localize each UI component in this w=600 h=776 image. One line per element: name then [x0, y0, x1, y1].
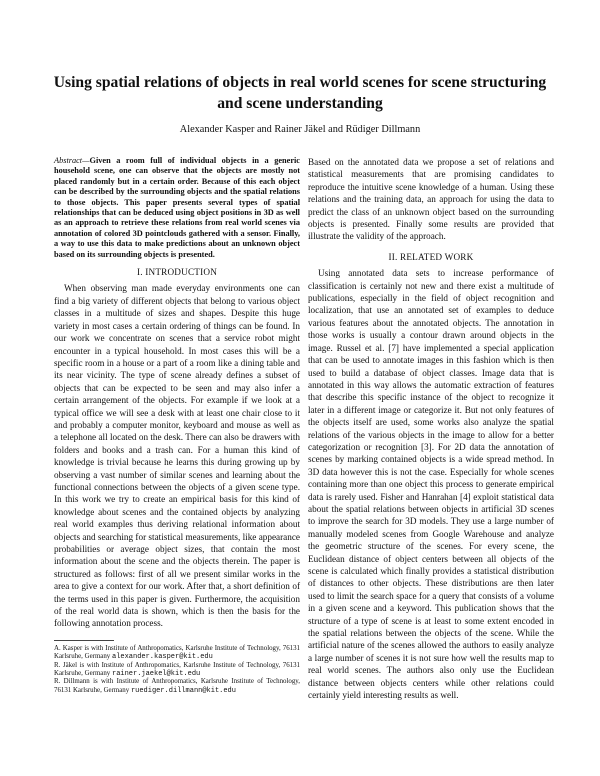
- abstract: [54, 156, 300, 260]
- introduction-paragraph: When observing man made everyday environments one can find a big variety of different objects that belong to various object classes in a multitude of sizes and shapes. Despite this huge variety in most cases a certain ordering of things can be found. In our work we concentrate on scenes that a service robot might encounter in a typical household. In most cases this will be a specific room in a house or a part of a room like a dining table and its near vicinity. The type of scene already defines a subset of objects that can be expected to be seen and may also infer a certain arrangement of the objects. For example if we look at a typical office we will see a desk with at least one chair close to it and probably a computer monitor, keyboard and mouse as well as a telephone all located on the desk. There can also be drawers with folders and books and a trash can. For a human this kind of knowledge is trivial because he learns this during growing up by observing a vast number of similar scenes and learning about the functional connections between the objects of a given scene type. In this work we try to create an empirical basis for this kind of knowledge about scenes and the contained objects by analyzing real world examples thus deriving relational information about objects and searching for statistical measurements, like appearance probabilities or average object sizes, that contain the most information about the scene and the objects therein. The paper is structured as follows: first of all we present similar works in the area to give a context for our work. After that, a short definition of the terms used in this paper is given. Furthermore, the acquisition of the real world data is shown, which is then the basis for the following annotation process.: [54, 283, 300, 629]
- footnote-text: R. Jäkel is with Institute of Anthropomatics, Karlsruhe Institute of Technology, 76131 Karlsruhe, Germany: [54, 661, 300, 678]
- footnote-dillmann: [54, 678, 300, 695]
- right-column: [308, 156, 554, 701]
- footnote-email: ruediger.dillmann@kit.edu: [130, 686, 236, 695]
- footnote-email: alexander.kasper@kit.edu: [112, 653, 213, 662]
- footnote-kasper: [54, 645, 300, 662]
- related-work-paragraph: Using annotated data sets to increase performance of classification is certainly not new and there exist a multitude of publications, especially in the field of object recognition and localization, that use an annotated set of examples to deduce various features about the annotated objects. The annotation in those works is usually a contour drawn around objects in the image. Russel et al. [7] have implemented a special application that can be used to annotate images in this fashion which is then used to build a database of object classes. Image data that is annotated in this way allows the automatic extraction of features that describe this specific instance of the object to recognize it later in a different image or categorize it. But not only features of the objects itself are used, some works also analyze the spatial relations of the various objects in the image to allow for a better categorization or recognition [3]. For 2D data the annotation of scenes by marking contained objects is a wide spread method. In 3D data however this is not the case. Especially for whole scenes containing more than one object this process to generate empirical data is rarely used. Fisher and Hanrahan [4] exploit statistical data about the spatial relations between objects in artificial 3D scenes to improve the search for 3D models. They use a large number of manually modeled scenes from Google Warehouse and analyze the geometric structure of the scenes. For every scene, the Euclidean distance of object centers between all objects of the scene is calculated which finally provides a statistical distribution of distances to other objects. These distributions are then later used to limit the search space for a query that consists of a volume in a given scene and a keyword. This publication shows that the structure of a type of scene is at least to some extent encoded in the spatial relations between the objects of the scene. While the artificial nature of the scenes allowed the authors to easily analyze a large number of scenes it is not sure how well the results map to real world scenes. The authors also only use the Euclidean distance between objects centers while other relations could certainly yield interesting results as well.: [308, 268, 554, 701]
- footnote-rule: [54, 640, 114, 641]
- author-list: Alexander Kasper and Rainer Jäkel and Rüdiger Dillmann: [179, 124, 421, 135]
- abstract-dash: —: [82, 156, 90, 165]
- abstract-label: Abstract: [54, 156, 83, 165]
- footnote-email: rainer.jaekel@kit.edu: [112, 670, 201, 679]
- left-column: [54, 156, 300, 695]
- footnote-text: R. Dillmann is with Institute of Anthropomatics, Karlsruhe Institute of Technology, 76131 Karlsruhe, Germany: [54, 678, 300, 694]
- footnote-text: A. Kasper is with Institute of Anthropomatics, Karlsruhe Institute of Technology, 76131 Karlsruhe, Germany: [54, 644, 300, 661]
- paper-title: Using spatial relations of objects in real world scenes for scene structuring and scene understanding: [53, 74, 547, 112]
- section-heading-introduction: I. INTRODUCTION: [136, 267, 218, 278]
- footnote-jaekel: [54, 662, 300, 679]
- section-heading-related-work: II. RELATED WORK: [388, 251, 474, 262]
- abstract-text: Given a room full of individual objects in a generic household scene, one can observe that the objects are mostly not placed randomly but in a certain order. Because of this each object can be described by the surrounding objects and the spatial relations to those objects. This paper presents several types of spatial relationships that can be deduced using object positions in 3D as well as an approach to retrieve these relations from real world scenes via annotation of colored 3D pointclouds gathered with a sensor. Finally, a way to use this data to make predictions about an unknown object based on its surrounding objects is presented.: [54, 156, 300, 259]
- introduction-continued-paragraph: Based on the annotated data we propose a set of relations and statistical measurements that are promising candidates to reproduce the intuitive scene knowledge of a human. Using these relations and the training data, an approach for using the data to predict the class of an unknown object based on the surrounding objects is presented. Finally some results are provided that illustrate the validity of the approach.: [308, 157, 554, 242]
